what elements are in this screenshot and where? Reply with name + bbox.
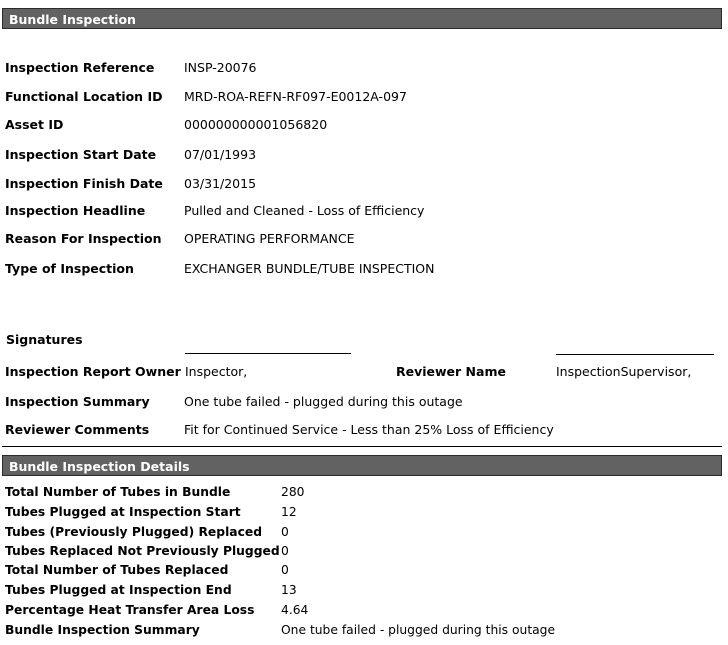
inspection-summary-value: One tube failed - plugged during this outage xyxy=(184,394,463,409)
reviewer-comments-value: Fit for Continued Service - Less than 25% Loss of Efficiency xyxy=(184,422,554,437)
tubes-previously-plugged-replaced-label: Tubes (Previously Plugged) Replaced xyxy=(5,525,263,539)
reviewer-name-label: Reviewer Name xyxy=(396,364,506,379)
reviewer-signature-line xyxy=(556,354,714,355)
type-of-inspection-label: Type of Inspection xyxy=(5,261,134,276)
tubes-plugged-start-label: Tubes Plugged at Inspection Start xyxy=(5,505,241,519)
reviewer-name-value: InspectionSupervisor, xyxy=(556,364,692,379)
total-tubes-value: 280 xyxy=(281,485,305,499)
bundle-inspection-summary-label: Bundle Inspection Summary xyxy=(5,623,200,637)
type-of-inspection-value: EXCHANGER BUNDLE/TUBE INSPECTION xyxy=(184,261,435,276)
tubes-previously-plugged-replaced-value: 0 xyxy=(281,525,289,539)
owner-signature-line xyxy=(185,353,351,354)
inspection-summary-label: Inspection Summary xyxy=(5,394,150,409)
section-divider xyxy=(2,446,722,447)
asset-id-value: 000000000001056820 xyxy=(184,117,328,132)
inspection-finish-date-value: 03/31/2015 xyxy=(184,176,257,191)
total-tubes-replaced-value: 0 xyxy=(281,563,289,577)
tubes-replaced-not-plugged-value: 0 xyxy=(281,544,289,558)
tubes-plugged-end-value: 13 xyxy=(281,583,297,597)
inspection-headline-label: Inspection Headline xyxy=(5,203,146,218)
report-owner-label: Inspection Report Owner xyxy=(5,364,181,379)
inspection-reference-label: Inspection Reference xyxy=(5,60,155,75)
reason-for-inspection-label: Reason For Inspection xyxy=(5,231,162,246)
total-tubes-replaced-label: Total Number of Tubes Replaced xyxy=(5,563,229,577)
heat-transfer-loss-label: Percentage Heat Transfer Area Loss xyxy=(5,603,255,617)
tubes-plugged-start-value: 12 xyxy=(281,505,297,519)
inspection-start-date-value: 07/01/1993 xyxy=(184,147,257,162)
inspection-reference-value: INSP-20076 xyxy=(184,60,257,75)
inspection-finish-date-label: Inspection Finish Date xyxy=(5,176,163,191)
tubes-replaced-not-plugged-label: Tubes Replaced Not Previously Plugged xyxy=(5,544,280,558)
asset-id-label: Asset ID xyxy=(5,117,64,132)
inspection-headline-value: Pulled and Cleaned - Loss of Efficiency xyxy=(184,203,425,218)
reviewer-comments-label: Reviewer Comments xyxy=(5,422,150,437)
total-tubes-label: Total Number of Tubes in Bundle xyxy=(5,485,231,499)
signatures-heading: Signatures xyxy=(6,332,83,347)
inspection-start-date-label: Inspection Start Date xyxy=(5,147,157,162)
functional-location-value: MRD-ROA-REFN-RF097-E0012A-097 xyxy=(184,89,407,104)
reason-for-inspection-value: OPERATING PERFORMANCE xyxy=(184,231,355,246)
heat-transfer-loss-value: 4.64 xyxy=(281,603,309,617)
bundle-inspection-header: Bundle Inspection xyxy=(2,8,722,29)
bundle-inspection-details-header: Bundle Inspection Details xyxy=(2,455,722,476)
bundle-inspection-summary-value: One tube failed - plugged during this outage xyxy=(281,623,556,637)
report-owner-value: Inspector, xyxy=(185,364,248,379)
functional-location-label: Functional Location ID xyxy=(5,89,163,104)
tubes-plugged-end-label: Tubes Plugged at Inspection End xyxy=(5,583,232,597)
